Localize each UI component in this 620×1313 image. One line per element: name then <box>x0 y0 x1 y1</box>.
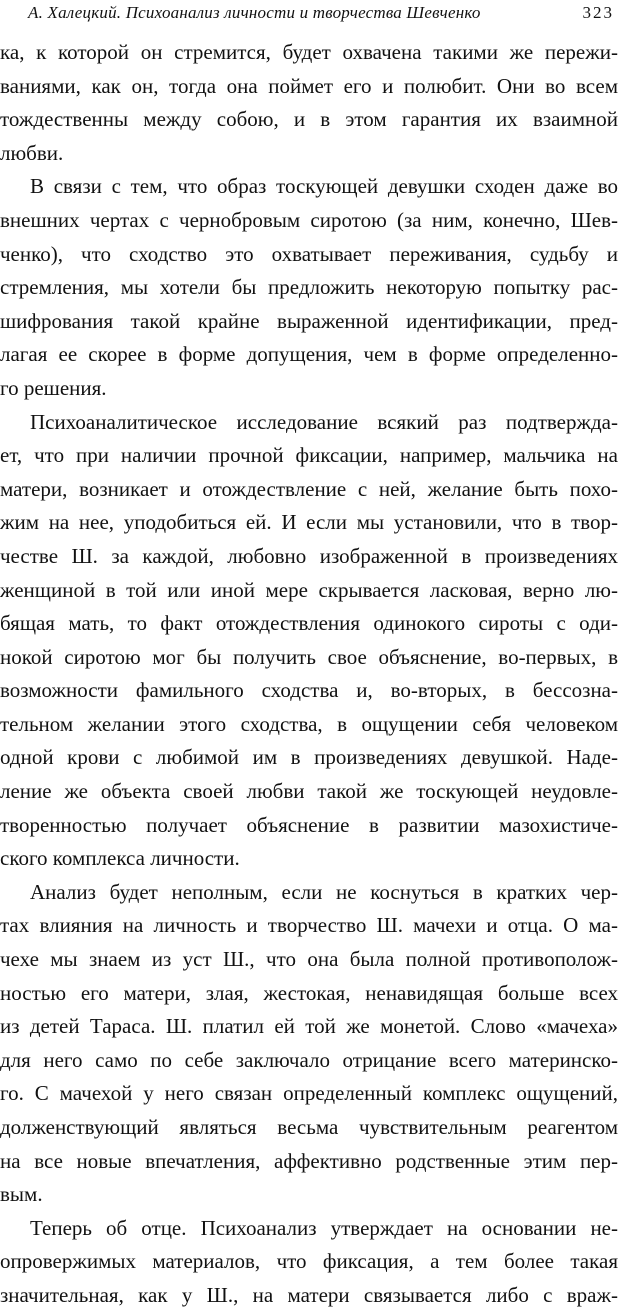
text-line: шифрования такой крайне выраженной идентификации, пред- <box>0 308 618 333</box>
text-line: внешних чертах с чернобровым сиротою (за ним, конечно, Шев- <box>0 207 618 232</box>
page-number: 323 <box>582 3 614 22</box>
text-line: женщиной в той или иной мере скрывается ласковая, верно лю- <box>0 577 618 602</box>
text-line: тождественны между собою, и в этом гарантия их взаимной <box>0 107 618 132</box>
text-line: честве Ш. за каждой, любовно изображенной в произведениях <box>0 543 618 568</box>
header-title: А. Халецкий. Психоанализ личности и творчества Шевченко <box>28 3 481 22</box>
text-line: го решения. <box>0 375 107 400</box>
text-line: бящая мать, то факт отождествления одинокого сироты с оди- <box>0 611 618 636</box>
text-line: для него само по себе заключало отрицание всего материнско- <box>0 1047 618 1072</box>
text-line: Анализ будет неполным, если не коснуться в кратких чер- <box>30 879 618 904</box>
text-line: ка, к которой он стремится, будет охвачена такими же пережи- <box>0 40 618 64</box>
text-line: значительная, как у Ш., на матери связывается либо с враж- <box>0 1282 618 1307</box>
text-line: матери, возникает и отождествление с ней, желание быть похо- <box>0 476 618 501</box>
text-line: из детей Тараса. Ш. платил ей той же монетой. Слово «мачеха» <box>0 1014 618 1039</box>
body-text <box>0 36 618 1313</box>
text-line: одной крови с любимой им в произведениях девушкой. Наде- <box>0 745 618 770</box>
text-line: ского комплекса личности. <box>0 846 240 871</box>
text-line: вым. <box>0 1182 43 1207</box>
running-header <box>20 0 614 26</box>
text-line: лагая ее скорее в форме допущения, чем в форме определенно- <box>0 342 618 367</box>
text-line: творенностью получает объяснение в развитии мазохистиче- <box>0 812 618 837</box>
text-line: ет, что при наличии прочной фиксации, например, мальчика на <box>0 443 618 468</box>
text-line: В связи с тем, что образ тоскующей девушки сходен даже во <box>30 174 618 199</box>
text-line: любви. <box>0 140 64 165</box>
text-line: Теперь об отце. Психоанализ утверждает на основании не- <box>30 1215 618 1240</box>
text-line: ностью его матери, злая, жестокая, ненавидящая больше всех <box>0 980 618 1005</box>
text-line: ваниями, как он, тогда она поймет его и полюбит. Они во всем <box>0 73 618 98</box>
text-line: опровержимых материалов, что фиксация, а тем более такая <box>0 1249 618 1274</box>
text-line: тах влияния на личность и творчество Ш. мачехи и отца. О ма- <box>0 913 618 938</box>
text-line: ченко), что сходство это охватывает переживания, судьбу и <box>0 241 618 266</box>
text-line: жим на нее, уподобиться ей. И если мы установили, что в твор- <box>0 510 618 535</box>
text-line: на все новые впечатления, аффективно родственные этим пер- <box>0 1148 618 1173</box>
text-line: Психоаналитическое исследование всякий раз подтвержда- <box>30 409 618 434</box>
text-line: тельном желании этого сходства, в ощущении себя человеком <box>0 711 618 736</box>
text-line: ление же объекта своей любви такой же тоскующей неудовле- <box>0 779 618 804</box>
text-line: стремления, мы хотели бы предложить некоторую попытку рас- <box>0 275 618 300</box>
text-line: долженствующий являться весьма чувствительным реагентом <box>0 1115 618 1139</box>
text-line: чехе мы знаем из уст Ш., что она была полной противополож- <box>0 947 618 972</box>
text-line: возможности фамильного сходства и, во-вторых, в бессозна- <box>0 678 618 703</box>
text-line: го. С мачехой у него связан определенный комплекс ощущений, <box>0 1081 618 1106</box>
text-line: нокой сиротою мог бы получить свое объяснение, во-первых, в <box>0 644 618 669</box>
